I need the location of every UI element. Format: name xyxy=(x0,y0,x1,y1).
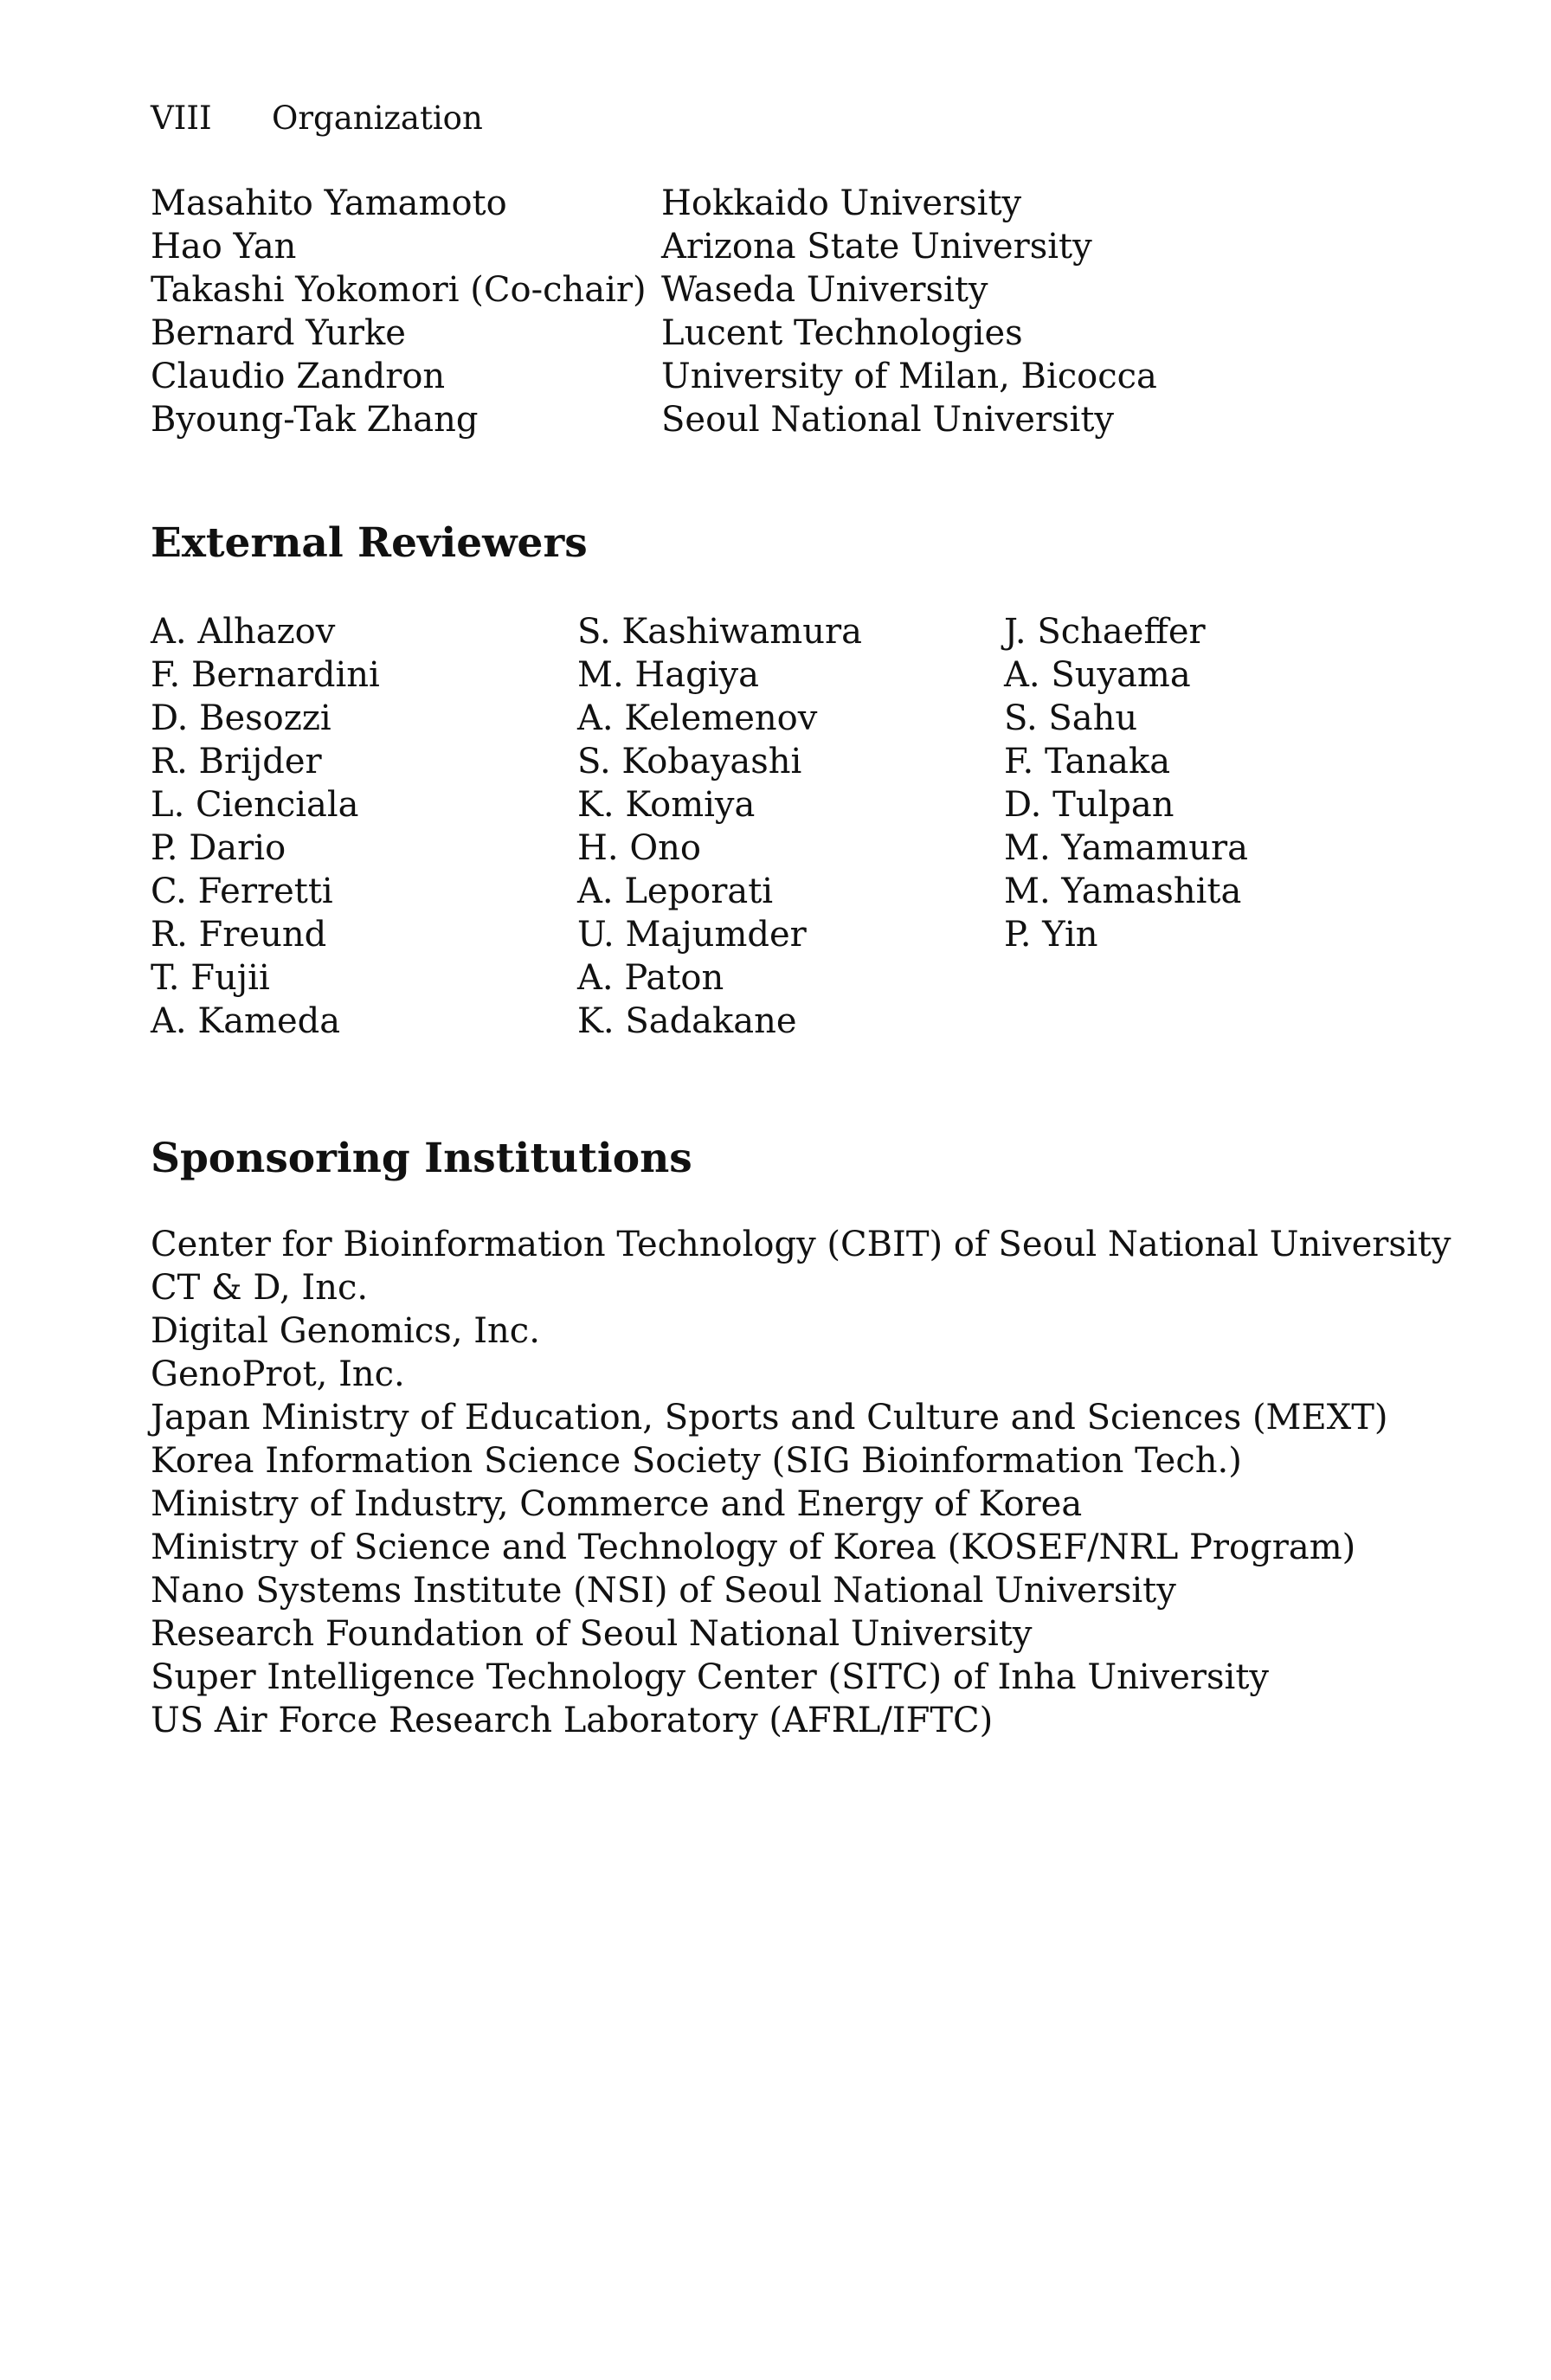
reviewer-name: L. Cienciala xyxy=(151,785,359,825)
sponsor-item: Digital Genomics, Inc. xyxy=(151,1311,540,1351)
reviewer-name: R. Brijder xyxy=(151,742,322,782)
member-affiliation: Hokkaido University xyxy=(661,183,1022,223)
sponsor-list xyxy=(151,1223,1451,1742)
member-row xyxy=(151,312,1362,355)
reviewer-name: S. Sahu xyxy=(1004,698,1138,738)
member-name: Hao Yan xyxy=(151,227,297,267)
member-name: Bernard Yurke xyxy=(151,313,406,353)
reviewer-name: R. Freund xyxy=(151,915,327,955)
reviewer-name: S. Kobayashi xyxy=(577,742,802,782)
reviewer-name: A. Kameda xyxy=(151,1001,341,1041)
reviewer-name: D. Tulpan xyxy=(1004,785,1175,825)
reviewer-name: U. Majumder xyxy=(577,915,807,955)
reviewer-name: C. Ferretti xyxy=(151,872,333,911)
running-head xyxy=(151,97,483,140)
reviewer-name: M. Hagiya xyxy=(577,655,759,695)
reviewer-name: J. Schaeffer xyxy=(1004,612,1206,652)
member-name: Claudio Zandron xyxy=(151,357,446,396)
reviewer-name: M. Yamashita xyxy=(1004,872,1242,911)
sponsor-item: CT & D, Inc. xyxy=(151,1268,369,1308)
sponsor-item: Japan Ministry of Education, Sports and Culture and Sciences (MEXT) xyxy=(151,1398,1388,1438)
reviewer-column-3 xyxy=(1004,610,1248,956)
sponsor-item: Super Intelligence Technology Center (SITC) of Inha University xyxy=(151,1657,1270,1697)
page-number: VIII xyxy=(151,100,212,137)
member-affiliation: Seoul National University xyxy=(661,400,1114,440)
sponsor-item: Nano Systems Institute (NSI) of Seoul National University xyxy=(151,1571,1176,1611)
reviewer-name: P. Yin xyxy=(1004,915,1098,955)
member-row xyxy=(151,268,1362,312)
member-row xyxy=(151,225,1362,268)
reviewer-name: A. Paton xyxy=(577,958,724,998)
sponsor-item: Ministry of Industry, Commerce and Energy of Korea xyxy=(151,1484,1083,1524)
sponsor-item: Research Foundation of Seoul National University xyxy=(151,1614,1033,1654)
external-reviewers-heading: External Reviewers xyxy=(151,519,588,567)
reviewer-name: M. Yamamura xyxy=(1004,828,1248,868)
reviewer-name: D. Besozzi xyxy=(151,698,331,738)
reviewer-name: H. Ono xyxy=(577,828,701,868)
running-title: Organization xyxy=(272,100,483,137)
reviewer-column-2 xyxy=(577,610,862,1043)
sponsor-item: Ministry of Science and Technology of Korea (KOSEF/NRL Program) xyxy=(151,1528,1356,1567)
member-affiliation: Waseda University xyxy=(661,270,988,310)
member-affiliation: Lucent Technologies xyxy=(661,313,1023,353)
member-affiliation: Arizona State University xyxy=(661,227,1092,267)
sponsor-item: GenoProt, Inc. xyxy=(151,1354,405,1394)
reviewer-name: A. Alhazov xyxy=(151,612,336,652)
reviewer-name: A. Kelemenov xyxy=(577,698,818,738)
committee-member-list xyxy=(151,182,1362,441)
reviewer-column-1 xyxy=(151,610,380,1043)
reviewer-name: K. Sadakane xyxy=(577,1001,797,1041)
member-name: Byoung-Tak Zhang xyxy=(151,400,479,440)
sponsor-item: Center for Bioinformation Technology (CBIT) of Seoul National University xyxy=(151,1225,1451,1264)
reviewer-name: K. Komiya xyxy=(577,785,756,825)
member-row xyxy=(151,182,1362,225)
reviewer-name: T. Fujii xyxy=(151,958,270,998)
reviewer-name: S. Kashiwamura xyxy=(577,612,862,652)
member-row xyxy=(151,355,1362,398)
member-affiliation: University of Milan, Bicocca xyxy=(661,357,1157,396)
reviewer-name: F. Bernardini xyxy=(151,655,380,695)
reviewer-name: P. Dario xyxy=(151,828,286,868)
reviewer-name: A. Suyama xyxy=(1004,655,1191,695)
sponsor-item: Korea Information Science Society (SIG Bioinformation Tech.) xyxy=(151,1441,1242,1481)
sponsoring-institutions-heading: Sponsoring Institutions xyxy=(151,1135,692,1182)
sponsor-item: US Air Force Research Laboratory (AFRL/IFTC) xyxy=(151,1701,994,1740)
member-name: Masahito Yamamoto xyxy=(151,183,507,223)
reviewer-name: A. Leporati xyxy=(577,872,774,911)
member-row xyxy=(151,398,1362,441)
member-name: Takashi Yokomori (Co-chair) xyxy=(151,270,647,310)
reviewer-name: F. Tanaka xyxy=(1004,742,1171,782)
